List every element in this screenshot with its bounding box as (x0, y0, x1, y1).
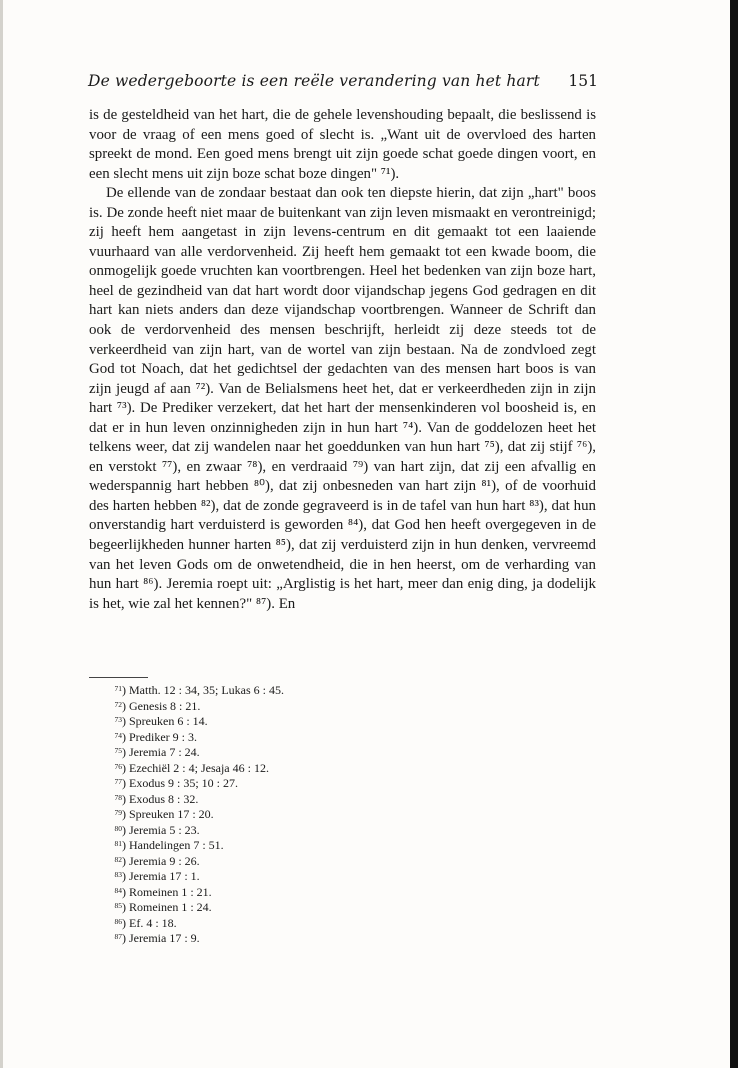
footnote: $^{85}$) Romeinen 1 : 24. (114, 900, 212, 914)
footnote: $^{78}$) Exodus 8 : 32. (114, 791, 199, 806)
footnote-text: Ef. 4 : 18. (129, 915, 177, 930)
footnote-number: 77 (114, 777, 122, 786)
footnote: $^{86}$) Ef. 4 : 18. (114, 915, 177, 930)
footnote-text: Matth. 12 : 34, 35; Lukas 6 : 45. (129, 683, 284, 697)
footnote: $^{83}$) Jeremia 17 : 1. (114, 869, 200, 883)
footnote-number: 82 (114, 854, 122, 864)
footnote-text: Jeremia 5 : 23. (129, 822, 200, 837)
footnote: $^{72}$) Genesis 8 : 21. (114, 698, 201, 713)
footnote-number: 73 (114, 715, 122, 724)
footnote-number: 87 (114, 932, 122, 941)
paragraph-1: is de gesteldheid van het hart, die de gehele levenshouding bepaalt, die beslissend is voor de vraag of een mens goed of slecht is. „Want uit de overvloed des harten spreekt de mond. Een goed mens brengt uit zijn goede schat goede dingen voort, en een slecht mens uit zijn boze schat boze dingen" ⁷¹). (89, 107, 596, 182)
running-title: De wedergeboorte is een reële verandering van het hart (88, 72, 540, 90)
footnote: $^{84}$) Romeinen 1 : 21. (114, 884, 212, 899)
footnote: $^{74}$) Prediker 9 : 3. (114, 729, 197, 744)
footnote-number: 71 (114, 684, 122, 693)
footnote-number: 81 (114, 839, 122, 848)
footnote-number: 83 (114, 870, 122, 879)
footnote: $^{87}$) Jeremia 17 : 9. (114, 931, 200, 945)
footnote: $^{73}$) Spreuken 6 : 14. (114, 714, 208, 728)
footnote: $^{75}$) Jeremia 7 : 24. (114, 745, 200, 759)
footnote-text: Romeinen 1 : 21. (129, 884, 212, 899)
page-number: 151 (568, 72, 598, 90)
footnote-number: 76 (114, 761, 122, 771)
footnote-text: Jeremia 7 : 24. (129, 745, 200, 759)
body-text (89, 106, 596, 614)
footnote-rule (89, 677, 148, 678)
footnote-text: Romeinen 1 : 24. (129, 900, 212, 914)
footnote-number: 79 (114, 808, 122, 817)
footnote: $^{79}$) Spreuken 17 : 20. (114, 807, 214, 821)
footnote-number: 85 (114, 901, 122, 910)
footnote-number: 78 (114, 792, 122, 802)
footnote-number: 72 (114, 699, 122, 709)
footnote-text: Spreuken 17 : 20. (129, 807, 214, 821)
footnote-text: Prediker 9 : 3. (129, 729, 197, 744)
footnote: $^{80}$) Jeremia 5 : 23. (114, 822, 200, 837)
footnote-text: Jeremia 17 : 1. (129, 869, 200, 883)
footnote-number: 74 (114, 730, 122, 740)
footnote: $^{81}$) Handelingen 7 : 51. (114, 838, 224, 852)
footnote-text: Genesis 8 : 21. (129, 698, 201, 713)
footnote-text: Jeremia 17 : 9. (129, 931, 200, 945)
footnote: $^{77}$) Exodus 9 : 35; 10 : 27. (114, 776, 239, 790)
footnote-text: Ezechiël 2 : 4; Jesaja 46 : 12. (129, 760, 269, 775)
footnote: $^{82}$) Jeremia 9 : 26. (114, 853, 200, 868)
footnote-number: 80 (114, 823, 122, 833)
footnote-text: Exodus 9 : 35; 10 : 27. (129, 776, 239, 790)
paragraph-2: De ellende van de zondaar bestaat dan ook ten diepste hierin, dat zijn „hart" boos is. De zonde heeft niet maar de buitenkant van zijn leven mismaakt en verontreinigd; zij heeft hem aangetast in zijn levens-centrum en dit gemaakt tot een laaiende vuurhaard van alle verdorvenheid. Zij heeft hem gemaakt tot een kwade boom, die onmogelijk goede vruchten kan voortbrengen. Heel het bedenken van zijn boze hart, heel de gezindheid van dat hart wordt door vijandschap jegens God gedragen en dit hart kan niets anders dan deze vijandschap voortbrengen. Wanneer de Schrift dan ook de verdorvenheid des mensen beschrijft, herleidt zij deze steeds tot de verkeerdheid van zijn hart, van de wortel van zijn bestaan. Na de zondvloed zegt God tot Noach, dat het gedichtsel der gedachten van des mensen hart boos is van zijn jeugd af aan ⁷²). Van de Belialsmens heet het, dat er verkeerdheden zijn in zijn hart ⁷³). De Prediker verzekert, dat het hart der mensenkinderen vol boosheid is, en dat er in hun leven onzinnigheden zijn in hun hart ⁷⁴). Van de goddelozen heet het telkens weer, dat zij wandelen naar het goeddunken van hun hart ⁷⁵), dat zij stijf ⁷⁶), en verstokt ⁷⁷), en zwaar ⁷⁸), en verdraaid ⁷⁹) van hart zijn, dat zij een afvallig en wederspannig hart hebben ⁸⁰), dat zij onbesneden van hart zijn ⁸¹), of de voorhuid des harten hebben ⁸²), dat de zonde gegraveerd is in de tafel van hun hart ⁸³), dat hun onverstandig hart verduisterd is geworden ⁸⁴), dat God hen heeft overgegeven in de begeerlijkheden hunner harten ⁸⁵), dat zij verduisterd zijn in hun denken, vervreemd van het leven Gods om de onwetendheid, die in hen heerst, om de verharding van hun hart ⁸⁶). Jeremia roept uit: „Arglistig is het hart, meer dan enig ding, ja dodelijk is het, wie zal het kennen?" ⁸⁷). En (89, 185, 596, 612)
footnote: $^{76}$) Ezechiël 2 : 4; Jesaja 46 : 12. (114, 760, 269, 775)
footnotes (100, 682, 520, 946)
page-edge (0, 0, 3, 1068)
footnote-number: 75 (114, 746, 122, 755)
footnote-text: Jeremia 9 : 26. (129, 853, 200, 868)
footnote-text: Exodus 8 : 32. (129, 791, 199, 806)
running-header (88, 72, 598, 92)
book-spine-shadow (730, 0, 738, 1068)
footnote-text: Spreuken 6 : 14. (129, 714, 208, 728)
footnote-number: 86 (114, 916, 122, 926)
footnote: $^{71}$) Matth. 12 : 34, 35; Lukas 6 : 45. (114, 683, 284, 697)
footnote-text: Handelingen 7 : 51. (129, 838, 224, 852)
footnote-number: 84 (114, 885, 122, 895)
